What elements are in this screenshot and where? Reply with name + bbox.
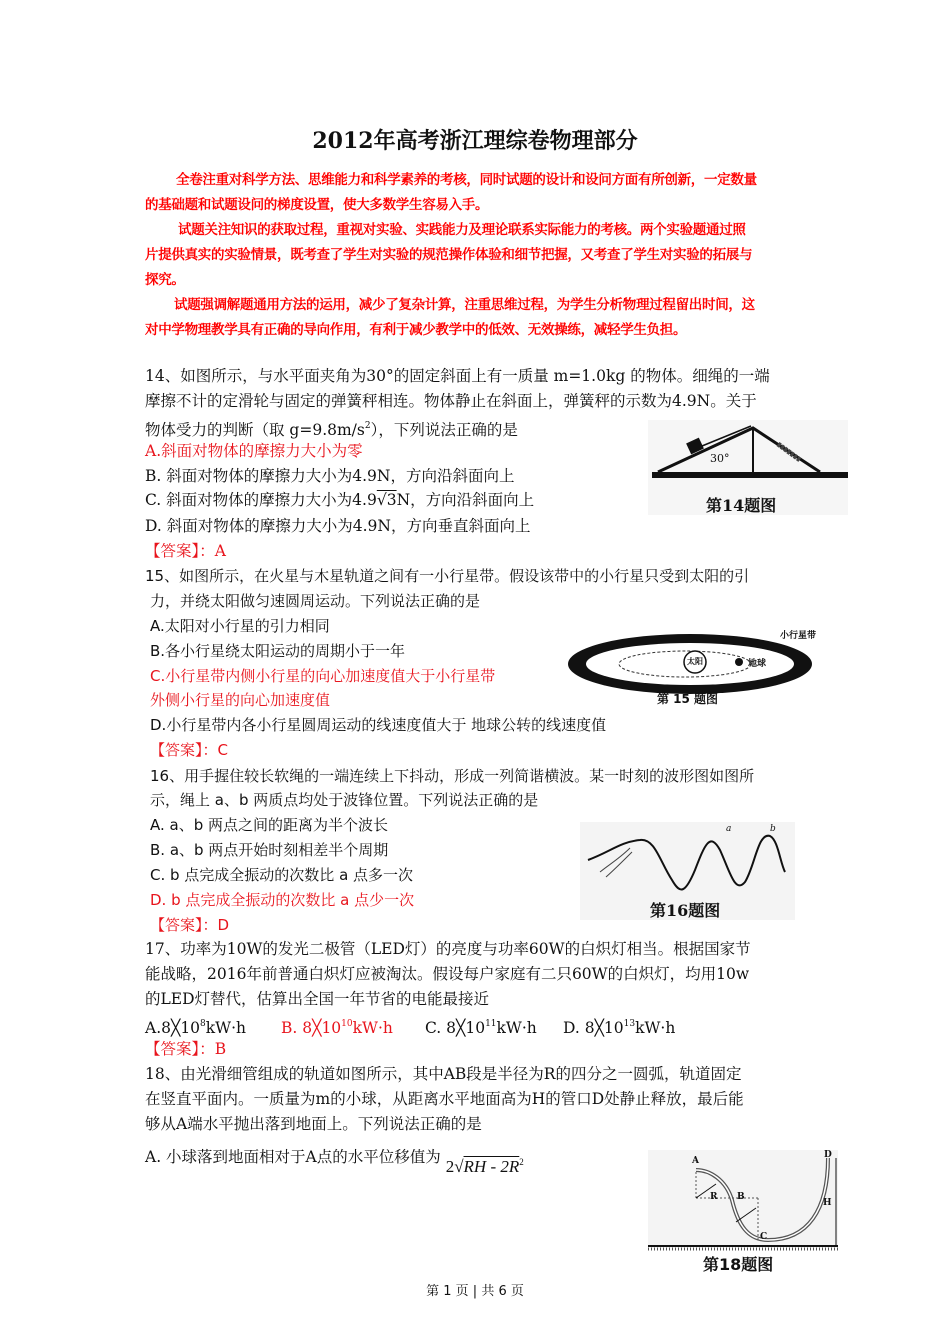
question-stem: 18、由光滑细管组成的轨道如图所示，其中AB段是半径为R的四分之一圆弧，轨道固定 [145, 1065, 742, 1083]
answer: 【答案】：C [150, 741, 228, 759]
figure-caption: 第14题图 [706, 496, 777, 515]
intro-line: 试题关注知识的获取过程，重视对实验、实践能力及理论联系实际能力的考核。两个实验题通过照 [178, 222, 746, 238]
intro-line: 试题强调解题通用方法的运用，减少了复杂计算，注重思维过程，为学生分析物理过程留出时间，这 [174, 297, 755, 313]
question-stem: 14、如图所示，与水平面夹角为30°的固定斜面上有一质量 m=1.0kg 的物体。细绳的一端 [145, 367, 770, 385]
page-footer: 第 1 页 | 共 6 页 [426, 1284, 524, 1299]
question-stem: 17、功率为10W的发光二极管（LED灯）的亮度与功率60W的白炽灯相当。根据国家节 [145, 940, 751, 958]
option-b: B.各小行星绕太阳运动的周期小于一年 [150, 642, 406, 660]
intro-line: 全卷注重对科学方法、思维能力和科学素养的考核，同时试题的设计和设问方面有所创新，一定数量 [176, 172, 757, 188]
option-c: C. b 点完成全振动的次数比 a 点多一次 [150, 866, 414, 884]
point-b-label: B [737, 1192, 745, 1202]
option-b: B. $8╳10^{10}kW\cdot h$ [281, 1019, 393, 1037]
question-stem: 在竖直平面内。一质量为m的小球，从距离水平地面高为H的管口D处静止释放，最后能 [145, 1090, 744, 1108]
intro-line: 探究。 [145, 272, 185, 288]
figure-caption: 第16题图 [650, 901, 721, 920]
option-b: B. 斜面对物体的摩擦力大小为4.9N，方向沿斜面向上 [145, 467, 515, 485]
answer: 【答案】：B [145, 1040, 227, 1058]
figure-caption: 第 15 题图 [657, 692, 719, 706]
question-stem: 能战略，2016年前普通白炽灯应被淘汰。假设每户家庭有二只60W的白炽灯，均用10w [145, 965, 750, 983]
option-d: D. $8╳10^{13}kW\cdot h$ [563, 1019, 676, 1037]
intro-line: 片提供真实的实验情景，既考查了学生对实验的规范操作体验和细节把握，又考查了学生对实验的拓展与 [145, 247, 753, 263]
displacement-formula: $2√RH - 2R^2$ [445, 1157, 524, 1176]
option-b: B. a、b 两点开始时刻相差半个周期 [150, 841, 389, 859]
earth-label: 地球 [748, 659, 767, 669]
option-c: C.小行星带内侧小行星的向心加速度值大于小行星带 [150, 667, 496, 685]
option-c: C. $8╳10^{11}kW\cdot h$ [425, 1019, 537, 1037]
question-stem: 示，绳上 a、b 两质点均处于波锋位置。下列说法正确的是 [150, 791, 539, 809]
figure-15 [565, 628, 827, 708]
figure-18 [648, 1150, 838, 1275]
option-d: D.小行星带内各小行星圆周运动的线速度值大于 地球公转的线速度值 [150, 716, 607, 734]
figure-14 [648, 420, 848, 515]
option-c-cont: 外侧小行星的向心加速度值 [150, 691, 331, 709]
question-stem: 摩擦不计的定滑轮与固定的弹簧秤相连。物体静止在斜面上，弹簧秤的示数为4.9N。关于 [145, 392, 757, 410]
option-d: D. b 点完成全振动的次数比 a 点少一次 [150, 891, 415, 909]
figure-16 [580, 822, 795, 920]
angle-label: 30° [710, 452, 730, 465]
belt-label: 小行星带 [780, 631, 817, 641]
figure-caption: 第18题图 [703, 1255, 774, 1274]
question-stem: 的LED灯替代，估算出全国一年节省的电能最接近 [145, 990, 490, 1008]
question-stem: 力，并绕太阳做匀速圆周运动。下列说法正确的是 [150, 592, 481, 610]
question-stem: 15、如图所示，在火星与木星轨道之间有一小行星带。假设该带中的小行星只受到太阳的引 [145, 567, 750, 585]
option-a: A.太阳对小行星的引力相同 [150, 617, 330, 635]
option-d: D. 斜面对物体的摩擦力大小为4.9N，方向垂直斜面向上 [145, 517, 531, 535]
point-d-label: D [824, 1150, 832, 1160]
option-a: A. 小球落到地面相对于A点的水平位移值为 $2√RH - 2R^2$ [145, 1148, 524, 1176]
point-a-label: a [726, 824, 732, 834]
question-stem: 够从A端水平抛出落到地面上。下列说法正确的是 [145, 1115, 482, 1133]
option-a: A. a、b 两点之间的距离为半个波长 [150, 816, 389, 834]
point-a-label: A [692, 1156, 699, 1166]
height-label: H [823, 1198, 832, 1208]
question-stem: 16、用手握住较长软绳的一端连续上下抖动，形成一列简谐横波。某一时刻的波形图如图所 [150, 767, 755, 785]
question-stem: 物体受力的判断（取 $g=9.8m/s^2$），下列说法正确的是 [145, 421, 518, 439]
page-title: 2012年高考浙江理综卷物理部分 [312, 128, 638, 154]
answer: 【答案】：A [145, 542, 226, 560]
option-a: $A.8╳10^8kW\cdot h$ [145, 1019, 247, 1037]
sun-label: 太阳 [687, 657, 703, 666]
intro-line: 对中学物理教学具有正确的导向作用，有利于减少教学中的低效、无效操练，减轻学生负担。 [145, 322, 687, 338]
radius-label: R [710, 1192, 718, 1202]
option-c: C. 斜面对物体的摩擦力大小为4.9√3N，方向沿斜面向上 [145, 491, 535, 509]
point-c-label: C [760, 1232, 768, 1242]
option-a: A.斜面对物体的摩擦力大小为零 [145, 442, 363, 460]
answer: 【答案】：D [150, 916, 230, 934]
intro-line: 的基础题和试题设问的梯度设置，使大多数学生容易入手。 [145, 197, 489, 213]
point-b-label: b [770, 824, 776, 834]
